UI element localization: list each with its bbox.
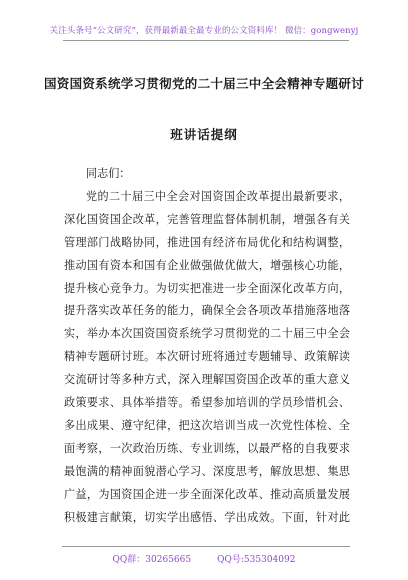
body-line: 交流研讨等多种方式，深入理解国资国企改革的重大意义 [64, 373, 350, 387]
header-banner: 关注头条号“公文研究”，获得最新最全最专业的公文资料库！ 微信：gongwenyj [49, 26, 359, 36]
document-subtitle: 班讲话提纲 [170, 127, 238, 142]
body-line: 精神专题研讨班。本次研讨班将通过专题辅导、政策解读 [64, 350, 350, 364]
footer-qq-group: QQ群：30265665 [112, 555, 192, 565]
body-line: 党的二十届三中全会对国资国企改革提出最新要求， [86, 189, 350, 203]
footer-divider [62, 546, 350, 547]
body-line: 多出成果、遵守纪律，把这次培训当成一次党性体检、全 [64, 418, 350, 432]
body-line: 最饱满的精神面貌潜心学习、深度思考，解放思想、集思 [64, 464, 350, 478]
body-line: 推动国有资本和国有企业做强做优做大，增强核心功能， [64, 258, 350, 272]
body-line: 政策要求、具体举措等。希望参加培训的学员珍惜机会、 [64, 396, 350, 410]
body-line: 提升核心竞争力。为切实把准进一步全面深化改革方向， [64, 281, 350, 295]
body-line: 深化国资国企改革，完善管理监督体制机制，增强各有关 [64, 212, 350, 226]
body-line: 管理部门战略协同，推进国有经济布局优化和结构调整， [64, 235, 350, 249]
salutation: 同志们： [86, 167, 131, 180]
footer-qq-number: QQ号:535304092 [217, 555, 296, 565]
body-line: 提升落实改革任务的能力，确保全会各项改革措施落地落 [64, 304, 350, 318]
footer [0, 552, 408, 565]
header-divider [63, 40, 349, 41]
document-title: 国资国资系统学习贯彻党的二十届三中全会精神专题研讨 [43, 76, 364, 91]
body-line: 实，举办本次国资国资系统学习贯彻党的二十届三中全会 [64, 327, 350, 341]
body-line: 广益，为国资国企进一步全面深化改革、推动高质量发展 [64, 487, 350, 501]
document-body [64, 163, 350, 530]
body-line: 面考察，一次政治历练、专业训练，以最严格的自我要求 [64, 441, 350, 455]
body-line: 积极建言献策，切实学出感悟、学出成效。下面，针对此 [64, 510, 350, 524]
